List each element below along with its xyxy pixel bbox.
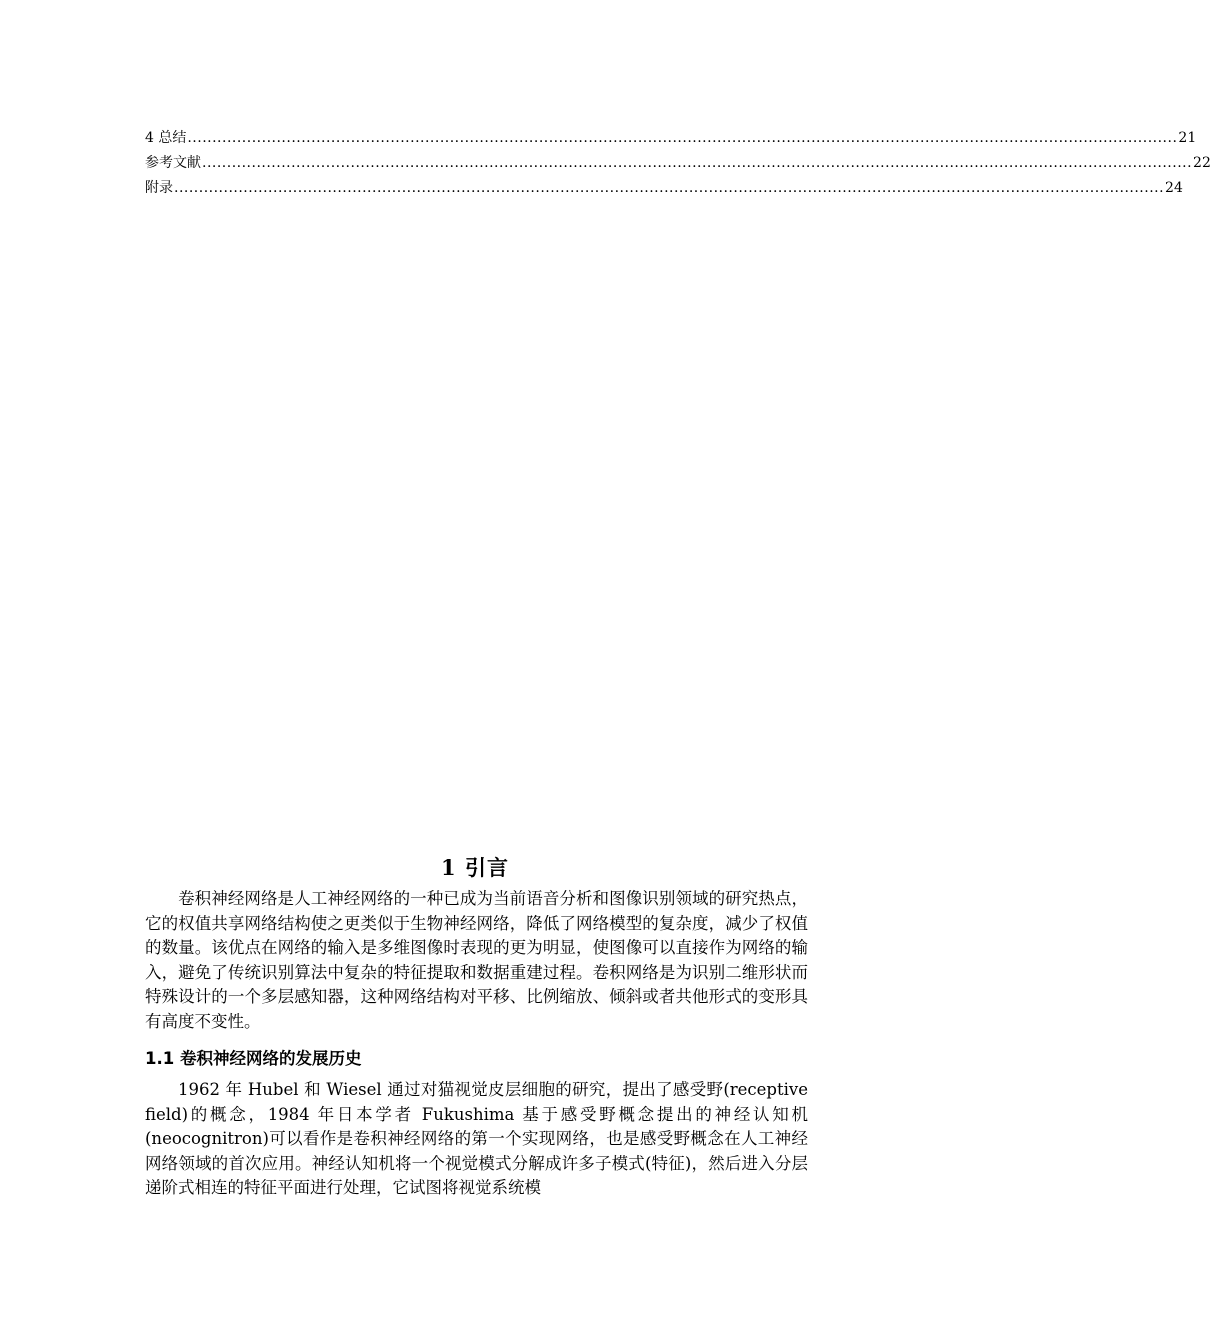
toc-leader-dots: ........................................................................................................................................................................................................ (187, 130, 1178, 146)
section-paragraph (145, 1078, 808, 1201)
toc-entry-label: 参考文献 (145, 155, 201, 171)
section-title: 1.1 卷积神经网络的发展历史 (145, 1049, 362, 1068)
toc-entry[interactable] (145, 151, 1211, 176)
intro-paragraph (145, 887, 808, 1034)
section-paragraph-text: 1962 年 Hubel 和 Wiesel 通过对猫视觉皮层细胞的研究，提出了感受野(receptive field)的概念，1984 年日本学者 Fukushima 基于感受野概念提出的神经认知机(neocognitron)可以看作是卷积神经网络的第一个实现网络，也是感受野概念在人工神经网络领域的首次应用。神经认知机将一个视觉模式分解成许多子模式(特征)，然后进入分层递阶式相连的特征平面进行处理，它试图将视觉系统模 (145, 1080, 808, 1197)
toc-leader-dots: ........................................................................................................................................................................................................ (174, 180, 1165, 196)
toc-entry-label: 4 总结 (145, 130, 187, 146)
toc-page-number: 21 (1178, 130, 1197, 146)
chapter-title: 1 引言 (441, 855, 509, 881)
toc-page-number: 24 (1165, 180, 1183, 196)
table-of-contents (145, 126, 1211, 201)
toc-leader-dots: ........................................................................................................................................................................................................ (202, 155, 1193, 171)
toc-entry[interactable] (145, 126, 1197, 151)
toc-entry-label: 附录 (145, 180, 173, 196)
intro-paragraph-text: 卷积神经网络是人工神经网络的一种已成为当前语音分析和图像识别领域的研究热点，它的权值共享网络结构使之更类似于生物神经网络，降低了网络模型的复杂度，减少了权值的数量。该优点在网络的输入是多维图像时表现的更为明显，使图像可以直接作为网络的输入，避免了传统识别算法中复杂的特征提取和数据重建过程。卷积网络是为识别二维形状而特殊设计的一个多层感知器，这种网络结构对平移、比例缩放、倾斜或者共他形式的变形具有高度不变性。 (145, 889, 808, 1031)
toc-entry[interactable] (145, 176, 1183, 201)
toc-page-number: 22 (1193, 155, 1211, 171)
